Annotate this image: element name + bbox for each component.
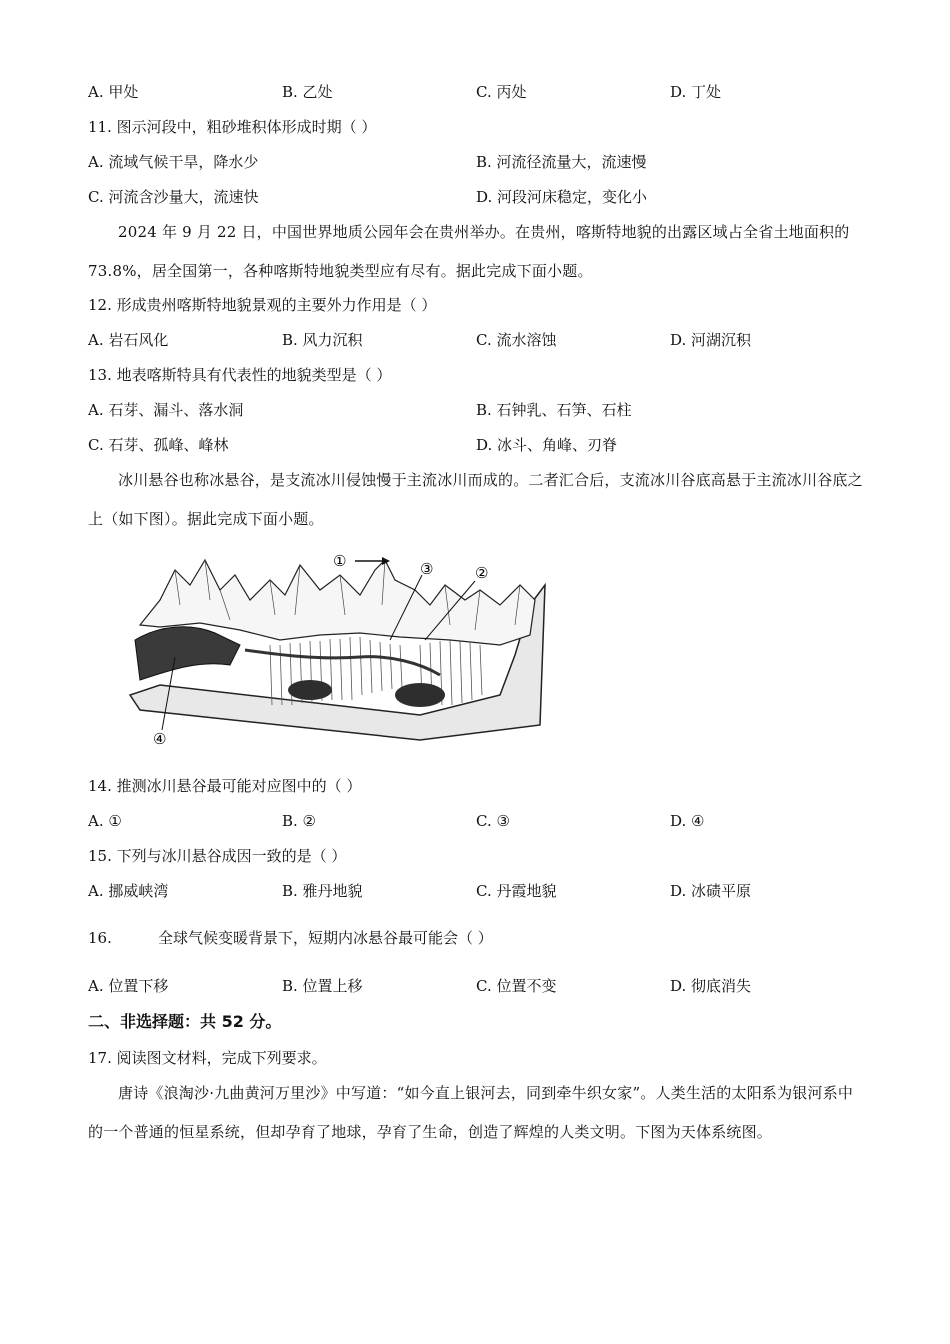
q15-option-d: D. 冰碛平原: [670, 882, 752, 900]
label-2: ②: [475, 564, 489, 582]
label-4: ④: [153, 730, 167, 748]
q13-option-d: D. 冰斗、角峰、刃脊: [476, 436, 618, 454]
q13-option-b: B. 石钟乳、石笋、石柱: [476, 401, 632, 419]
q10-option-a: A. 甲处: [88, 83, 139, 101]
glacier-valley-diagram: [120, 545, 555, 750]
q11-stem: 11. 图示河段中，粗砂堆积体形成时期（ ）: [88, 118, 377, 136]
q12-option-d: D. 河湖沉积: [670, 331, 752, 349]
q16-stem: 全球气候变暖背景下，短期内冰悬谷最可能会（ ）: [158, 929, 493, 947]
q13-option-a: A. 石芽、漏斗、落水洞: [88, 401, 244, 419]
passage-karst: 2024 年 9 月 22 日，中国世界地质公园年会在贵州举办。在贵州，喀斯特地貌的出露区域占全省土地面积的 73.8%，居全国第一，各种喀斯特地貌类型应有尽有。据此完成下面小题。: [88, 223, 850, 280]
label-1: ①: [333, 552, 347, 570]
q16-option-c: C. 位置不变: [476, 977, 557, 995]
q13-option-c: C. 石芽、孤峰、峰林: [88, 436, 229, 454]
q12-option-a: A. 岩石风化: [88, 331, 169, 349]
moraine-1: [395, 683, 445, 707]
moraine-2: [288, 680, 332, 700]
q14-option-b: B. ②: [282, 812, 317, 830]
main-glacier-flow: [245, 650, 440, 675]
q16-number: 16.: [88, 929, 112, 947]
hanging-valley-glacier: [135, 627, 240, 680]
q17-passage: 唐诗《浪淘沙·九曲黄河万里沙》中写道：“如今直上银河去，同到牵牛织女家”。人类生活的太阳系为银河系中的一个普通的恒星系统，但却孕育了地球，孕育了生命，创造了辉煌的人类文明。下图为天体系统图。: [88, 1084, 854, 1141]
q16-option-a: A. 位置下移: [88, 977, 169, 995]
q12-option-c: C. 流水溶蚀: [476, 331, 557, 349]
q15-option-c: C. 丹霞地貌: [476, 882, 557, 900]
q15-stem: 15. 下列与冰川悬谷成因一致的是（ ）: [88, 847, 347, 865]
q11-option-c: C. 河流含沙量大，流速快: [88, 188, 259, 206]
q12-option-b: B. 风力沉积: [282, 331, 363, 349]
passage-hanging-valley: 冰川悬谷也称冰悬谷，是支流冰川侵蚀慢于主流冰川而成的。二者汇合后，支流冰川谷底高悬于主流冰川谷底之上（如下图）。据此完成下面小题。: [88, 471, 863, 528]
q12-stem: 12. 形成贵州喀斯特地貌景观的主要外力作用是（ ）: [88, 296, 437, 314]
q11-option-a: A. 流域气候干旱，降水少: [88, 153, 259, 171]
q14-option-c: C. ③: [476, 812, 510, 830]
q14-stem: 14. 推测冰川悬谷最可能对应图中的（ ）: [88, 777, 362, 795]
q14-option-a: A. ①: [88, 812, 122, 830]
q15-option-b: B. 雅丹地貌: [282, 882, 363, 900]
q15-option-a: A. 挪威峡湾: [88, 882, 169, 900]
q16-option-d: D. 彻底消失: [670, 977, 752, 995]
q11-option-d: D. 河段河床稳定，变化小: [476, 188, 648, 206]
q11-option-b: B. 河流径流量大，流速慢: [476, 153, 647, 171]
section-2-heading: 二、非选择题：共 52 分。: [88, 1012, 282, 1031]
q10-option-c: C. 丙处: [476, 83, 527, 101]
q13-stem: 13. 地表喀斯特具有代表性的地貌类型是（ ）: [88, 366, 392, 384]
q10-option-d: D. 丁处: [670, 83, 722, 101]
q16-option-b: B. 位置上移: [282, 977, 363, 995]
q14-option-d: D. ④: [670, 812, 705, 830]
q10-option-b: B. 乙处: [282, 83, 333, 101]
label-3: ③: [420, 560, 434, 578]
q17-stem: 17. 阅读图文材料，完成下列要求。: [88, 1049, 327, 1067]
